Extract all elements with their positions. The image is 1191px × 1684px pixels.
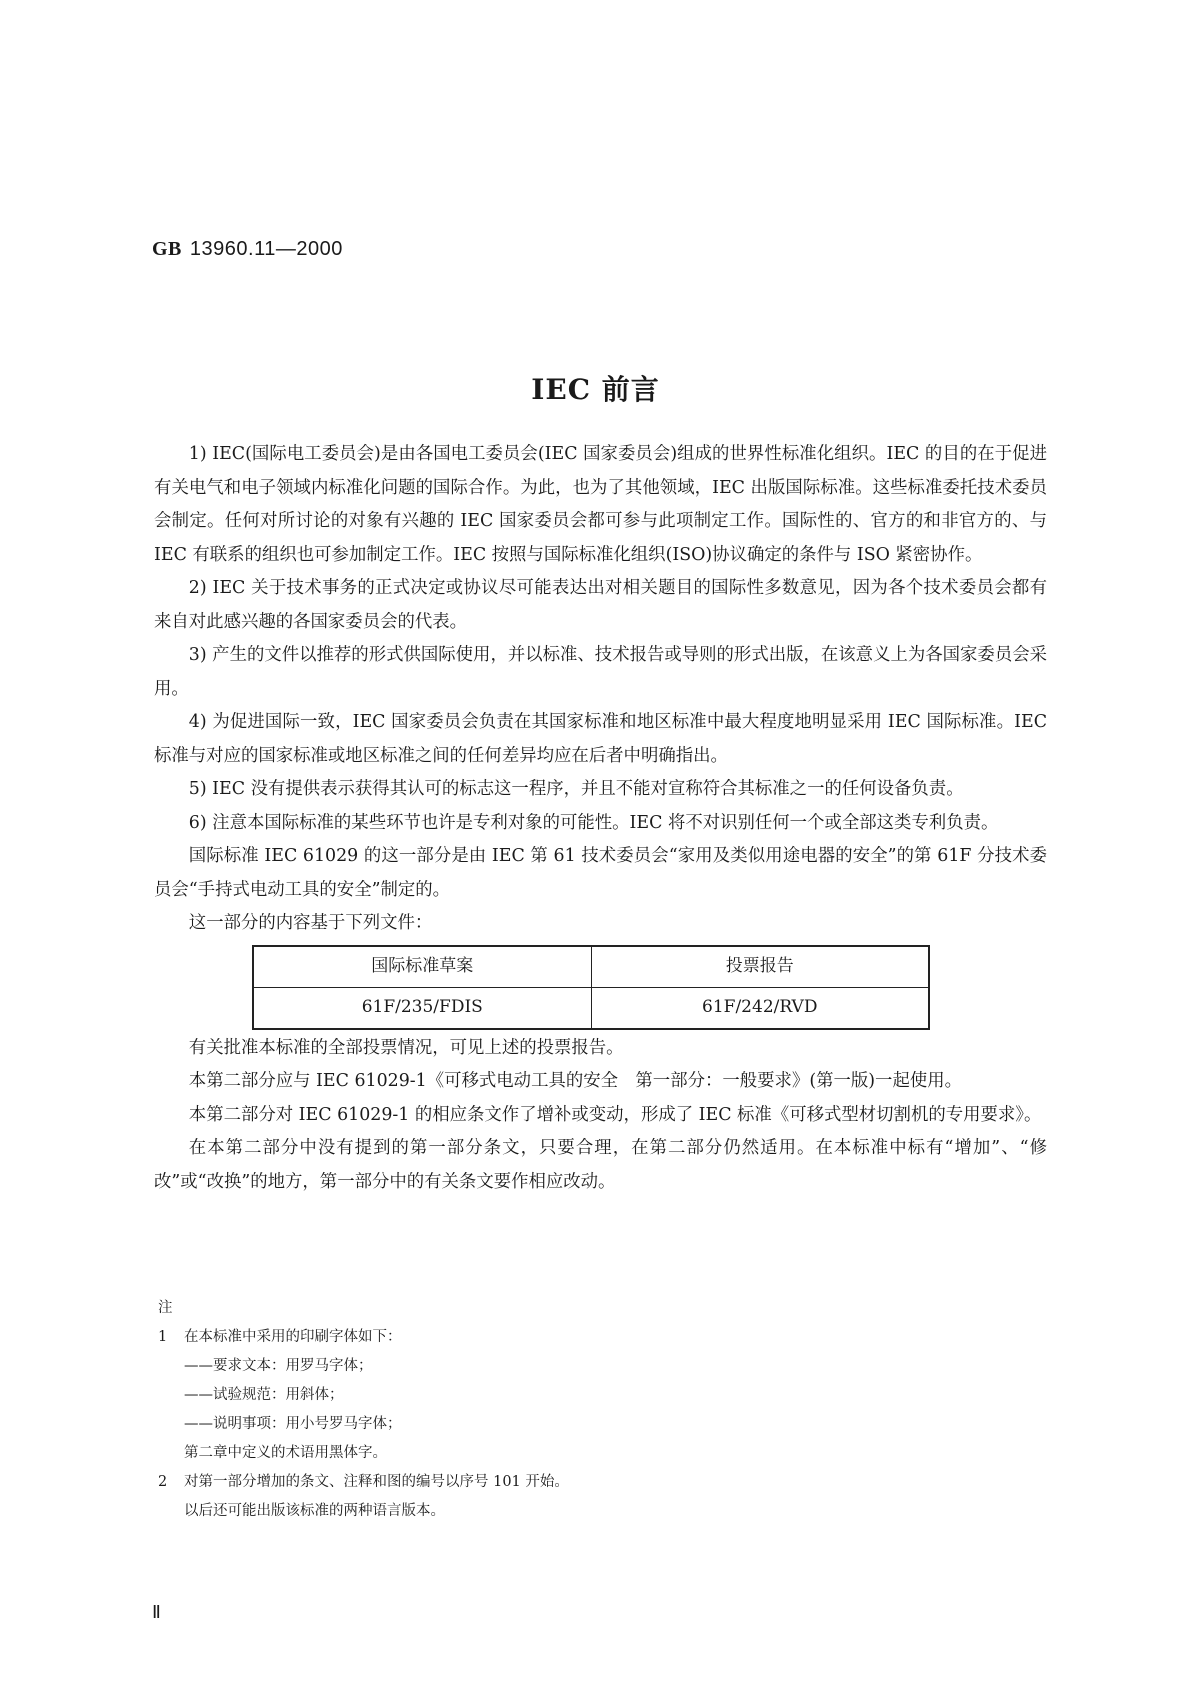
notes-label: 注 xyxy=(158,1300,173,1316)
standard-prefix: GB xyxy=(152,238,182,260)
page-title: IEC 前言 xyxy=(531,373,660,406)
table-header-cell: 投票报告 xyxy=(591,946,929,988)
paragraph: 国际标准 IEC 61029 的这一部分是由 IEC 第 61 技术委员会“家用及类似用途电器的安全”的第 61F 分技术委员会“手持式电动工具的安全”制定的。 xyxy=(154,846,1047,900)
notes-section xyxy=(158,1294,569,1526)
note-text: 在本标准中采用的印刷字体如下： xyxy=(184,1329,402,1345)
paragraph: 6) 注意本国际标准的某些环节也许是专利对象的可能性。IEC 将不对识别任何一个或全部这类专利负责。 xyxy=(188,812,999,833)
note-item xyxy=(158,1323,569,1352)
note-number: 1 xyxy=(158,1329,168,1345)
paragraph: 在本第二部分中没有提到的第一部分条文，只要合理，在第二部分仍然适用。在本标准中标有“增加”、“修改”或“改换”的地方，第一部分中的有关条文要作相应改动。 xyxy=(154,1138,1047,1192)
note-sub: 第二章中定义的术语用黑体字。 xyxy=(184,1445,387,1461)
body-text xyxy=(154,438,1047,1199)
table-cell: 61F/242/RVD xyxy=(591,987,929,1029)
note-sub: ——说明事项：用小号罗马字体； xyxy=(184,1416,402,1432)
table-cell: 61F/235/FDIS xyxy=(253,987,591,1029)
note-item xyxy=(158,1468,569,1497)
page-number: Ⅱ xyxy=(152,1602,161,1622)
table-header-cell: 国际标准草案 xyxy=(253,946,591,988)
paragraph: 1) IEC(国际电工委员会)是由各国电工委员会(IEC 国家委员会)组成的世界性标准化组织。IEC 的目的在于促进有关电气和电子领域内标准化问题的国际合作。为此，也为了其他领域，IEC 出版国际标准。这些标准委托技术委员会制定。任何对所讨论的对象有兴趣的 IEC 国家委员会都可参与此项制定工作。国际性的、官方的和非官方的、与 IEC 有联系的组织也可参加制定工作。IEC 按照与国际标准化组织(ISO)协议确定的条件与 ISO 紧密协作。 xyxy=(154,444,1047,565)
table-header-row xyxy=(253,946,929,988)
document-header xyxy=(152,236,343,261)
paragraph: 本第二部分对 IEC 61029-1 的相应条文作了增补或变动，形成了 IEC 标准《可移式型材切割机的专用要求》。 xyxy=(188,1104,1042,1125)
paragraph: 有关批准本标准的全部投票情况，可见上述的投票报告。 xyxy=(188,1037,624,1058)
note-sub: 以后还可能出版该标准的两种语言版本。 xyxy=(184,1503,445,1519)
note-number: 2 xyxy=(158,1474,168,1490)
paragraph: 4) 为促进国际一致，IEC 国家委员会负责在其国家标准和地区标准中最大程度地明显采用 IEC 国际标准。IEC 标准与对应的国家标准或地区标准之间的任何差异均应在后者中明确指出。 xyxy=(154,712,1047,766)
standard-number: 13960.11—2000 xyxy=(189,238,343,260)
paragraph: 5) IEC 没有提供表示获得其认可的标志这一程序，并且不能对宣称符合其标准之一的任何设备负责。 xyxy=(188,779,964,799)
note-sub: ——要求文本：用罗马字体； xyxy=(184,1358,373,1374)
documents-table xyxy=(252,945,930,1030)
paragraph: 这一部分的内容基于下列文件： xyxy=(188,913,433,933)
paragraph: 2) IEC 关于技术事务的正式决定或协议尽可能表达出对相关题目的国际性多数意见，因为各个技术委员会都有来自对此感兴趣的各国家委员会的代表。 xyxy=(154,578,1047,632)
table-row xyxy=(253,987,929,1029)
paragraph: 本第二部分应与 IEC 61029-1《可移式电动工具的安全 第一部分：一般要求》(第一版)一起使用。 xyxy=(188,1071,963,1091)
note-sub: ——试验规范：用斜体； xyxy=(184,1387,344,1403)
paragraph: 3) 产生的文件以推荐的形式供国际使用，并以标准、技术报告或导则的形式出版，在该意义上为各国家委员会采用。 xyxy=(154,645,1047,699)
note-text: 对第一部分增加的条文、注释和图的编号以序号 101 开始。 xyxy=(184,1474,569,1490)
